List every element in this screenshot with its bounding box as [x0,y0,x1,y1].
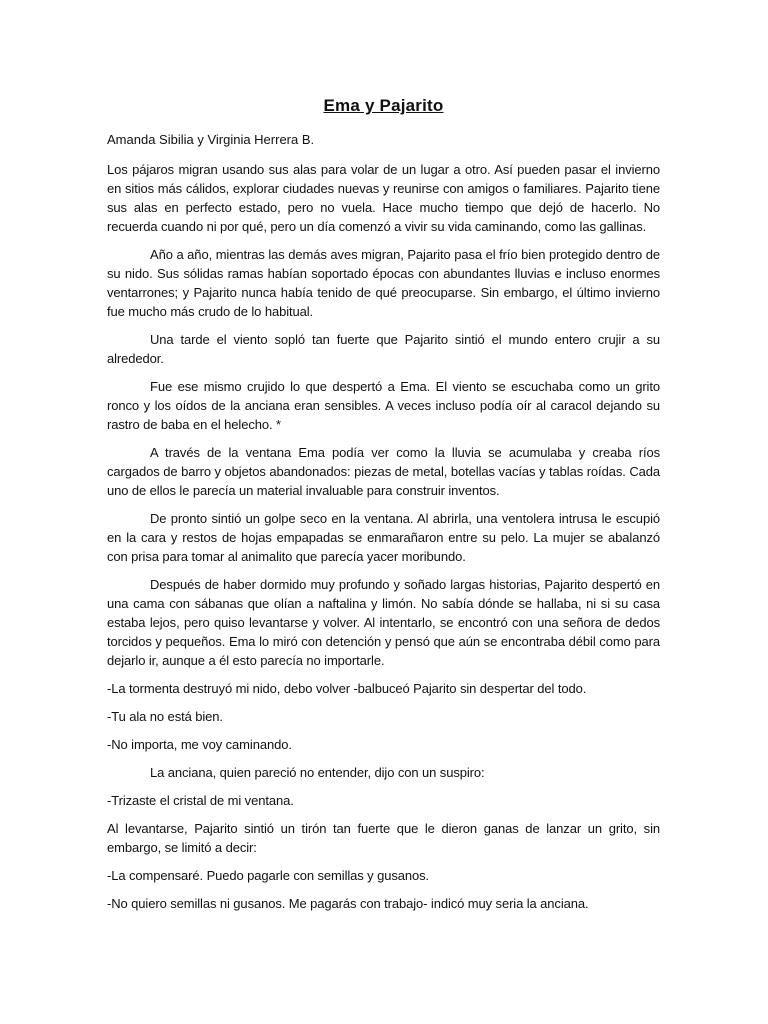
story-paragraph: De pronto sintió un golpe seco en la ventana. Al abrirla, una ventolera intrusa le escupió en la cara y restos de hojas empapadas se enmarañaron entre su pelo. La mujer se abalanzó con prisa para tomar al animalito que parecía yacer moribundo. [107,511,660,564]
story-paragraph: Después de haber dormido muy profundo y soñado largas historias, Pajarito despertó en una cama con sábanas que olían a naftalina y limón. No sabía dónde se hallaba, ni si su casa estaba lejos, pero quiso levantarse y volver. Al intentarlo, se encontró con una señora de dedos torcidos y pequeños. Ema lo miró con detención y pensó que aún se encontraba débil como para dejarlo ir, aunque a él esto parecía no importarle. [107,577,660,668]
dialogue-line: -La compensaré. Puedo pagarle con semillas y gusanos. [107,868,430,883]
dialogue-line: -Tu ala no está bien. [107,709,223,724]
story-paragraph: Los pájaros migran usando sus alas para volar de un lugar a otro. Así pueden pasar el invierno en sitios más cálidos, explorar ciudades nuevas y reunirse con amigos o familiares. Pajarito tiene sus alas en perfecto estado, pero no vuela. Hace mucho tiempo que dejó de hacerlo. No recuerda cuando ni por qué, pero un día comenzó a vivir su vida caminando, como las gallinas. [107,162,660,234]
dialogue-line: -No importa, me voy caminando. [107,737,292,752]
story-paragraph: Fue ese mismo crujido lo que despertó a Ema. El viento se escuchaba como un grito ronco y los oídos de la anciana eran sensibles. A veces incluso podía oír al caracol dejando su rastro de baba en el helecho. * [107,379,660,432]
story-body [107,160,660,913]
document-page [107,96,660,922]
dialogue-line: -Trizaste el cristal de mi ventana. [107,793,294,808]
story-paragraph: Año a año, mientras las demás aves migran, Pajarito pasa el frío bien protegido dentro de su nido. Sus sólidas ramas habían soportado épocas con abundantes lluvias e incluso enormes ventarrones; y Pajarito nunca había tenido de qué preocuparse. Sin embargo, el último invierno fue mucho más crudo de lo habitual. [107,247,660,319]
document-title: Ema y Pajarito [323,96,444,115]
story-paragraph: Una tarde el viento sopló tan fuerte que Pajarito sintió el mundo entero crujir a su alrededor. [107,332,660,366]
dialogue-line: La anciana, quien pareció no entender, dijo con un suspiro: [150,765,485,780]
story-paragraph: A través de la ventana Ema podía ver como la lluvia se acumulaba y creaba ríos cargados de barro y objetos abandonados: piezas de metal, botellas vacías y tablas roídas. Cada uno de ellos le parecía un material invaluable para construir inventos. [107,445,660,498]
document-author: Amanda Sibilia y Virginia Herrera B. [107,132,315,147]
dialogue-line: -No quiero semillas ni gusanos. Me pagarás con trabajo- indicó muy seria la anciana. [107,896,589,911]
dialogue-line: -La tormenta destruyó mi nido, debo volver -balbuceó Pajarito sin despertar del todo. [107,681,587,696]
story-paragraph: Al levantarse, Pajarito sintió un tirón tan fuerte que le dieron ganas de lanzar un grito, sin embargo, se limitó a decir: [107,821,660,855]
